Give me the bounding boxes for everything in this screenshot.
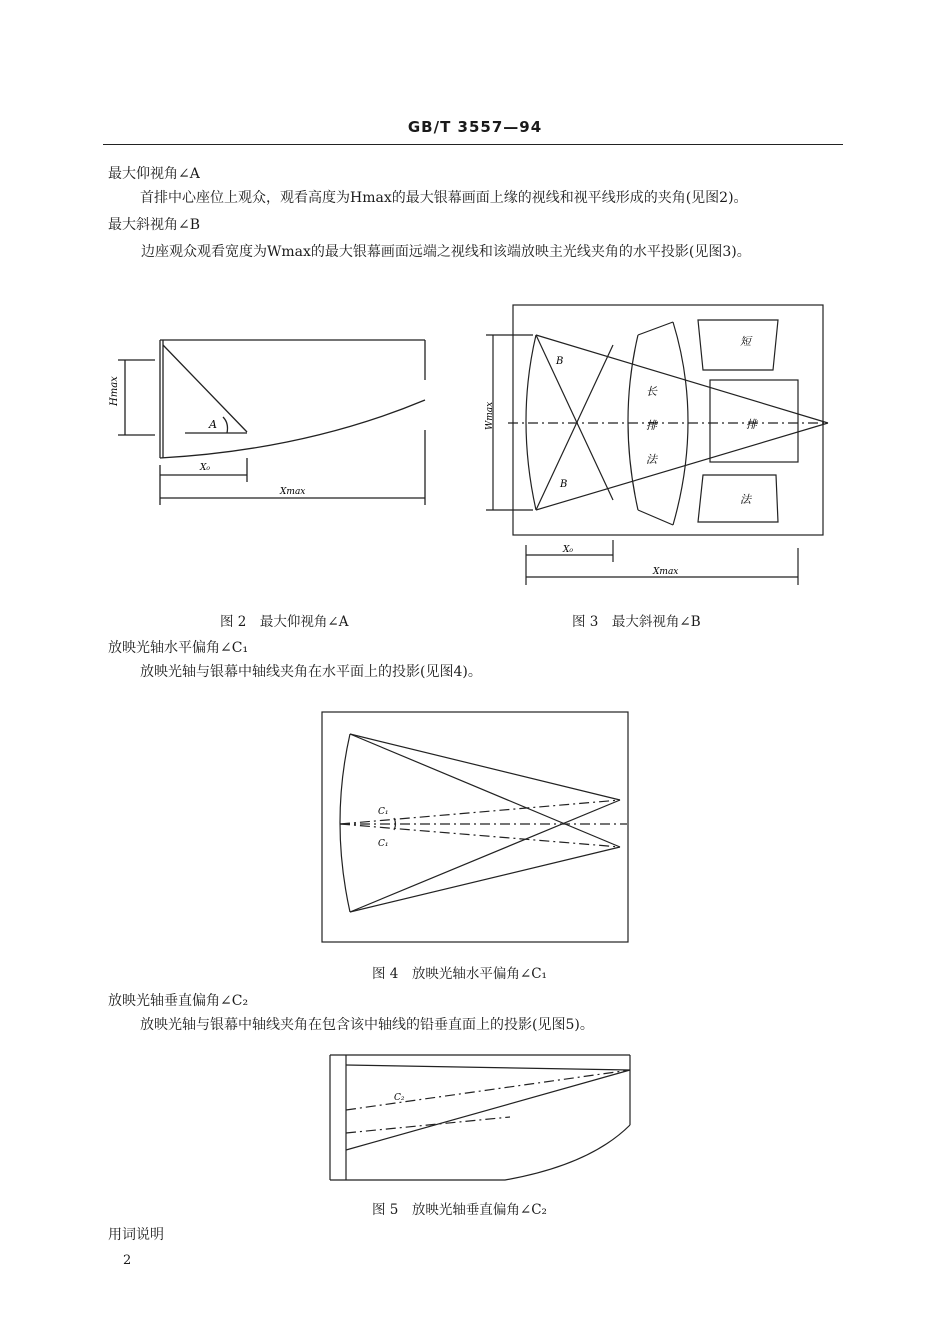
figure-2-diagram — [105, 320, 445, 510]
fig3-zone-short-top: 短 — [740, 335, 751, 348]
section-2-8-title — [108, 637, 248, 657]
section-2-9-text: 放映光轴垂直偏角∠C₂ — [108, 993, 249, 1009]
paragraph-2-6: 首排中心座位上观众，观看高度为Hmax的最大银幕画面上缘的视线和视平线形成的夹角(见图2)。 — [140, 190, 748, 206]
section-2-10-title — [108, 1224, 164, 1244]
figure-5-diagram — [330, 1055, 630, 1185]
figure-4-diagram — [322, 712, 628, 946]
section-2-7-text: 最大斜视角∠B — [108, 217, 201, 233]
section-2-10-text: 用词说明 — [108, 1227, 164, 1243]
fig3-zone-short-mid: 排 — [746, 418, 757, 431]
fig5-c2-label: C₂ — [394, 1093, 405, 1103]
figure-4-caption: 图 4 放映光轴水平偏角∠C₁ — [372, 966, 547, 982]
fig3-wmax-label: Wmax — [485, 401, 495, 430]
page-header-code: GB/T 3557—94 — [407, 118, 543, 136]
fig4-c1-top-label: C₁ — [378, 807, 389, 817]
fig3-zone-short-bot: 法 — [740, 493, 751, 506]
paragraph-2-7: 边座观众观看宽度为Wmax的最大银幕画面远端之视线和该端放映主光线夹角的水平投影(见图3)。 — [141, 244, 751, 260]
section-2-8-text: 放映光轴水平偏角∠C₁ — [108, 640, 249, 656]
fig3-x0-label: X₀ — [563, 545, 574, 555]
fig3-zone-long-1: 长 — [646, 385, 657, 398]
fig2-angle-a-label: A — [209, 418, 217, 431]
fig4-c1-bottom-label: C₁ — [378, 839, 389, 849]
page-number: 2 — [123, 1253, 132, 1268]
section-2-6-text: 最大仰视角∠A — [108, 166, 200, 182]
fig3-zone-long-3: 法 — [646, 453, 657, 466]
section-2-9-title — [108, 990, 248, 1010]
fig3-zone-long-2: 排 — [646, 419, 657, 432]
figure-2-caption: 图 2 最大仰视角∠A — [220, 614, 349, 630]
fig2-x0-label: X₀ — [200, 463, 211, 473]
figure-5-caption: 图 5 放映光轴垂直偏角∠C₂ — [372, 1202, 547, 1218]
paragraph-2-8: 放映光轴与银幕中轴线夹角在水平面上的投影(见图4)。 — [140, 664, 482, 680]
fig3-angle-b-bottom-label: B — [560, 479, 568, 490]
fig3-xmax-label: Xmax — [653, 567, 679, 577]
section-2-6-title — [108, 163, 200, 183]
fig2-hmax-label: Hmax — [109, 376, 120, 406]
figure-3-diagram — [478, 300, 838, 590]
fig2-xmax-label: Xmax — [280, 487, 306, 497]
section-2-7-title — [108, 214, 200, 234]
fig3-angle-b-top-label: B — [556, 356, 564, 367]
header-rule — [103, 144, 843, 145]
figure-3-caption: 图 3 最大斜视角∠B — [572, 614, 701, 630]
paragraph-2-9: 放映光轴与银幕中轴线夹角在包含该中轴线的铅垂直面上的投影(见图5)。 — [140, 1017, 594, 1033]
